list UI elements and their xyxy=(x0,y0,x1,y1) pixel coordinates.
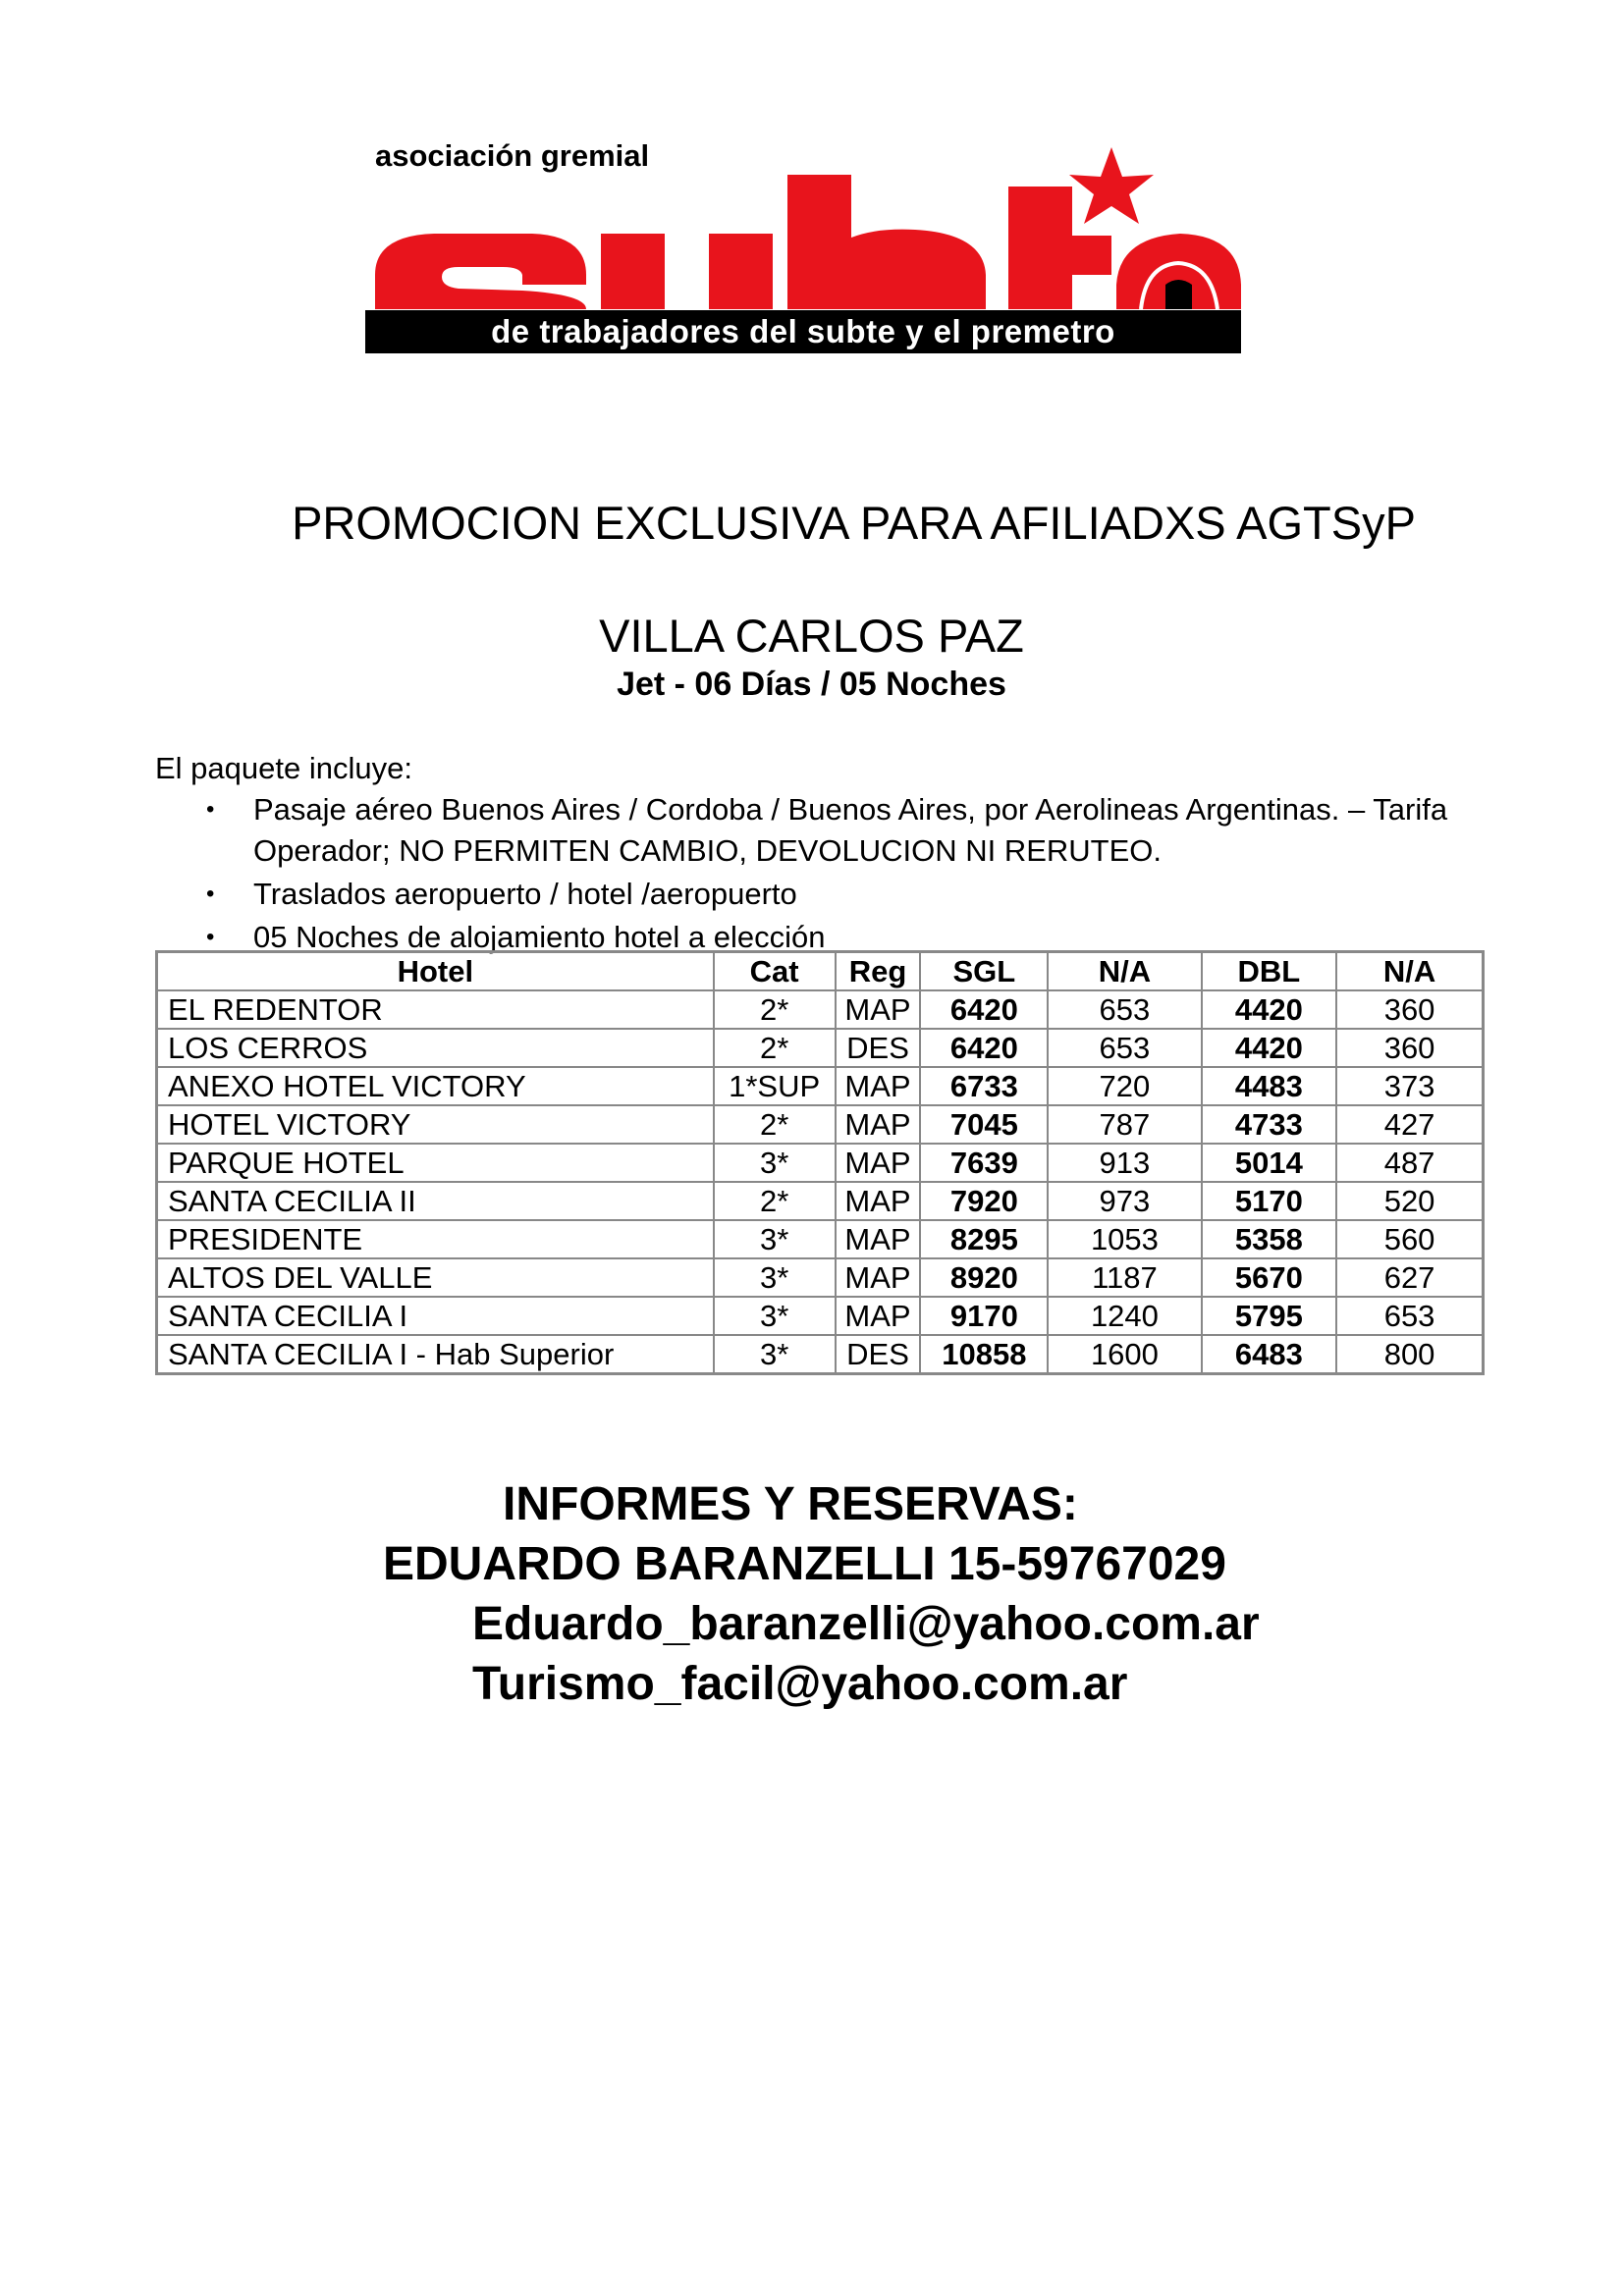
column-header: DBL xyxy=(1202,952,1337,991)
table-cell: 4420 xyxy=(1202,990,1337,1029)
logo-top-text: asociación gremial xyxy=(375,138,650,173)
table-row xyxy=(157,1220,1484,1258)
table-row xyxy=(157,1297,1484,1335)
contact-heading: INFORMES Y RESERVAS: xyxy=(503,1478,1078,1530)
table-cell: SANTA CECILIA II xyxy=(157,1182,714,1220)
promo-title: PROMOCION EXCLUSIVA PARA AFILIADXS AGTSyP xyxy=(292,497,1416,549)
table-cell: 6420 xyxy=(920,1029,1048,1067)
table-cell: 3* xyxy=(714,1297,836,1335)
table-cell: PARQUE HOTEL xyxy=(157,1144,714,1182)
table-header-row xyxy=(157,952,1484,991)
table-cell: SANTA CECILIA I xyxy=(157,1297,714,1335)
logo-bottom-text: de trabajadores del subte y el premetro xyxy=(365,310,1241,353)
contact-email-2: Turismo_facil@yahoo.com.ar xyxy=(472,1658,1128,1710)
table-cell: 787 xyxy=(1048,1105,1201,1144)
table-cell: 653 xyxy=(1336,1297,1483,1335)
table-cell: 1*SUP xyxy=(714,1067,836,1105)
table-cell: MAP xyxy=(836,1182,921,1220)
table-cell: ALTOS DEL VALLE xyxy=(157,1258,714,1297)
include-text: Traslados aeropuerto / hotel /aeropuerto xyxy=(253,877,797,911)
table-cell: SANTA CECILIA I - Hab Superior xyxy=(157,1335,714,1374)
table-cell: 4420 xyxy=(1202,1029,1337,1067)
table-row xyxy=(157,1335,1484,1374)
table-cell: 360 xyxy=(1336,1029,1483,1067)
table-cell: 7045 xyxy=(920,1105,1048,1144)
table-cell: 8920 xyxy=(920,1258,1048,1297)
price-table xyxy=(155,950,1485,1375)
column-header: Reg xyxy=(836,952,921,991)
table-cell: 3* xyxy=(714,1335,836,1374)
table-cell: 487 xyxy=(1336,1144,1483,1182)
include-text: Pasaje aéreo Buenos Aires / Cordoba / Buenos Aires, por Aerolineas Argentinas. – Tarifa Operador; NO PERMITEN CAMBIO, DEVOLUCION NI RERUTEO. xyxy=(253,792,1448,868)
includes-list xyxy=(155,789,1490,958)
contact-email-1: Eduardo_baranzelli@yahoo.com.ar xyxy=(472,1598,1260,1650)
table-cell: 560 xyxy=(1336,1220,1483,1258)
table-row xyxy=(157,1105,1484,1144)
list-item xyxy=(155,874,1490,915)
table-cell: DES xyxy=(836,1335,921,1374)
package-duration: Jet - 06 Días / 05 Noches xyxy=(617,666,1006,703)
table-cell: 4733 xyxy=(1202,1105,1337,1144)
table-cell: 9170 xyxy=(920,1297,1048,1335)
table-cell: 360 xyxy=(1336,990,1483,1029)
table-cell: 3* xyxy=(714,1220,836,1258)
table-cell: EL REDENTOR xyxy=(157,990,714,1029)
table-cell: PRESIDENTE xyxy=(157,1220,714,1258)
destination-title: VILLA CARLOS PAZ xyxy=(599,610,1024,662)
table-cell: 5358 xyxy=(1202,1220,1337,1258)
table-cell: 2* xyxy=(714,1182,836,1220)
table-cell: 7920 xyxy=(920,1182,1048,1220)
table-cell: 373 xyxy=(1336,1067,1483,1105)
column-header: SGL xyxy=(920,952,1048,991)
table-row xyxy=(157,1067,1484,1105)
table-cell: MAP xyxy=(836,990,921,1029)
table-cell: 2* xyxy=(714,1029,836,1067)
table-cell: 5670 xyxy=(1202,1258,1337,1297)
table-cell: 8295 xyxy=(920,1220,1048,1258)
table-body xyxy=(157,990,1484,1374)
table-cell: 1187 xyxy=(1048,1258,1201,1297)
list-item xyxy=(155,789,1490,872)
includes-label: El paquete incluye: xyxy=(155,751,412,785)
table-cell: 3* xyxy=(714,1258,836,1297)
table-row xyxy=(157,1182,1484,1220)
logo xyxy=(365,128,1259,358)
table-cell: 2* xyxy=(714,990,836,1029)
table-cell: MAP xyxy=(836,1067,921,1105)
table-cell: HOTEL VICTORY xyxy=(157,1105,714,1144)
table-cell: 913 xyxy=(1048,1144,1201,1182)
table-cell: MAP xyxy=(836,1258,921,1297)
table-cell: 10858 xyxy=(920,1335,1048,1374)
table-cell: 6420 xyxy=(920,990,1048,1029)
package-includes xyxy=(155,748,1490,958)
table-row xyxy=(157,1029,1484,1067)
table-cell: 1240 xyxy=(1048,1297,1201,1335)
table-cell: 653 xyxy=(1048,990,1201,1029)
column-header: Hotel xyxy=(157,952,714,991)
contact-name-phone: EDUARDO BARANZELLI 15-59767029 xyxy=(383,1538,1226,1590)
table-cell: 3* xyxy=(714,1144,836,1182)
table-cell: MAP xyxy=(836,1105,921,1144)
table-cell: 2* xyxy=(714,1105,836,1144)
table-cell: 6733 xyxy=(920,1067,1048,1105)
table-cell: 427 xyxy=(1336,1105,1483,1144)
table-cell: 973 xyxy=(1048,1182,1201,1220)
table-row xyxy=(157,990,1484,1029)
table-cell: 800 xyxy=(1336,1335,1483,1374)
column-header: Cat xyxy=(714,952,836,991)
bullet-icon: • xyxy=(206,924,215,950)
table-row xyxy=(157,1258,1484,1297)
include-text: 05 Noches de alojamiento hotel a elección xyxy=(253,920,826,954)
table-cell: 7639 xyxy=(920,1144,1048,1182)
table-cell: LOS CERROS xyxy=(157,1029,714,1067)
table-cell: 6483 xyxy=(1202,1335,1337,1374)
table-cell: 5014 xyxy=(1202,1144,1337,1182)
table-cell: 520 xyxy=(1336,1182,1483,1220)
table-cell: DES xyxy=(836,1029,921,1067)
table-cell: 1053 xyxy=(1048,1220,1201,1258)
bullet-icon: • xyxy=(206,881,215,907)
table-cell: MAP xyxy=(836,1220,921,1258)
table-cell: 627 xyxy=(1336,1258,1483,1297)
table-cell: MAP xyxy=(836,1297,921,1335)
table-cell: MAP xyxy=(836,1144,921,1182)
table-cell: 1600 xyxy=(1048,1335,1201,1374)
table-cell: ANEXO HOTEL VICTORY xyxy=(157,1067,714,1105)
table-cell: 720 xyxy=(1048,1067,1201,1105)
bullet-icon: • xyxy=(206,796,215,823)
table-cell: 653 xyxy=(1048,1029,1201,1067)
table-row xyxy=(157,1144,1484,1182)
column-header: N/A xyxy=(1048,952,1201,991)
column-header: N/A xyxy=(1336,952,1483,991)
table-cell: 5795 xyxy=(1202,1297,1337,1335)
table-cell: 5170 xyxy=(1202,1182,1337,1220)
table-cell: 4483 xyxy=(1202,1067,1337,1105)
